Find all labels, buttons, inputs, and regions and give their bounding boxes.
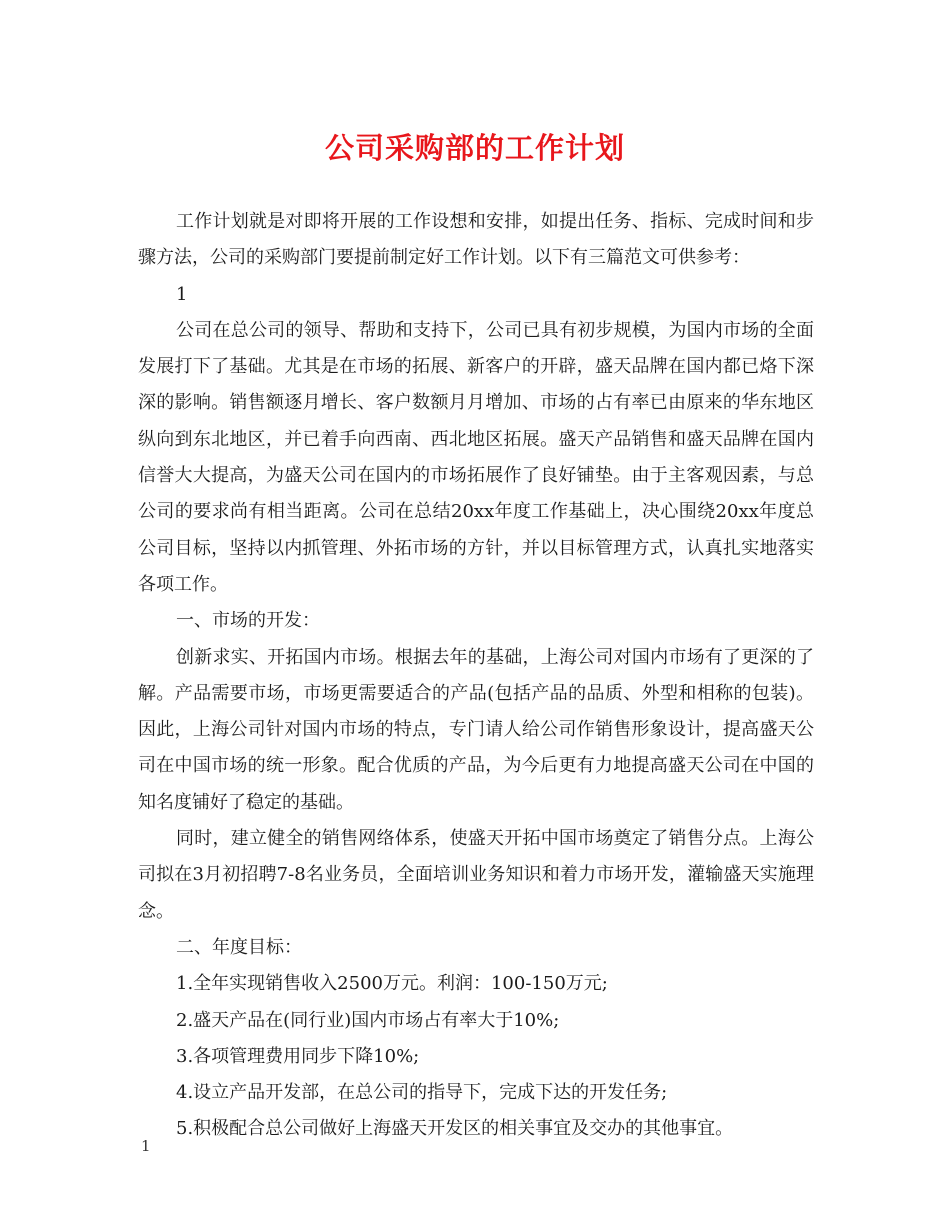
document-body: [138, 204, 814, 1148]
intro-paragraph: 工作计划就是对即将开展的工作设想和安排，如提出任务、指标、完成时间和步骤方法，公司的采购部门要提前制定好工作计划。以下有三篇范文可供参考：: [138, 211, 814, 269]
section-number: 1: [176, 283, 188, 305]
body-paragraph: 同时，建立健全的销售网络体系，使盛天开拓中国市场奠定了销售分点。上海公司拟在3月初招聘7-8名业务员，全面培训业务知识和着力市场开发，灌输盛天实施理念。: [138, 828, 814, 922]
goal-item: 1.全年实现销售收入2500万元。利润：100-150万元;: [176, 973, 608, 995]
document-title: 公司采购部的工作计划: [324, 131, 625, 165]
page-number: 1: [141, 1137, 151, 1155]
goal-item: 3.各项管理费用同步下降10%;: [176, 1045, 420, 1067]
section-heading-market: 一、市场的开发：: [176, 610, 320, 632]
goal-item: 2.盛天产品在(同行业)国内市场占有率大于10%;: [176, 1009, 560, 1031]
body-paragraph: 创新求实、开拓国内市场。根据去年的基础，上海公司对国内市场有了更深的了解。产品需要市场，市场更需要适合的产品(包括产品的品质、外型和相称的包装)。因此，上海公司针对国内市场的特点，专门请人给公司作销售形象设计，提高盛天公司在中国市场的统一形象。配合优质的产品，为今后更有力地提高盛天公司在中国的知名度铺好了稳定的基础。: [138, 646, 814, 813]
goal-item: 4.设立产品开发部，在总公司的指导下，完成下达的开发任务;: [176, 1082, 668, 1104]
goal-item: 5.积极配合总公司做好上海盛天开发区的相关事宜及交办的其他事宜。: [176, 1118, 734, 1140]
body-paragraph: 公司在总公司的领导、帮助和支持下，公司已具有初步规模，为国内市场的全面发展打下了基础。尤其是在市场的拓展、新客户的开辟，盛天品牌在国内都已烙下深深的影响。销售额逐月增长、客户数额月月增加、市场的占有率已由原来的华东地区纵向到东北地区，并已着手向西南、西北地区拓展。盛天产品销售和盛天品牌在国内信誉大大提高，为盛天公司在国内的市场拓展作了良好铺垫。由于主客观因素，与总公司的要求尚有相当距离。公司在总结20xx年度工作基础上，决心围绕20xx年度总公司目标，坚持以内抓管理、外拓市场的方针，并以目标管理方式，认真扎实地落实各项工作。: [138, 319, 814, 595]
section-heading-goals: 二、年度目标：: [176, 936, 302, 958]
